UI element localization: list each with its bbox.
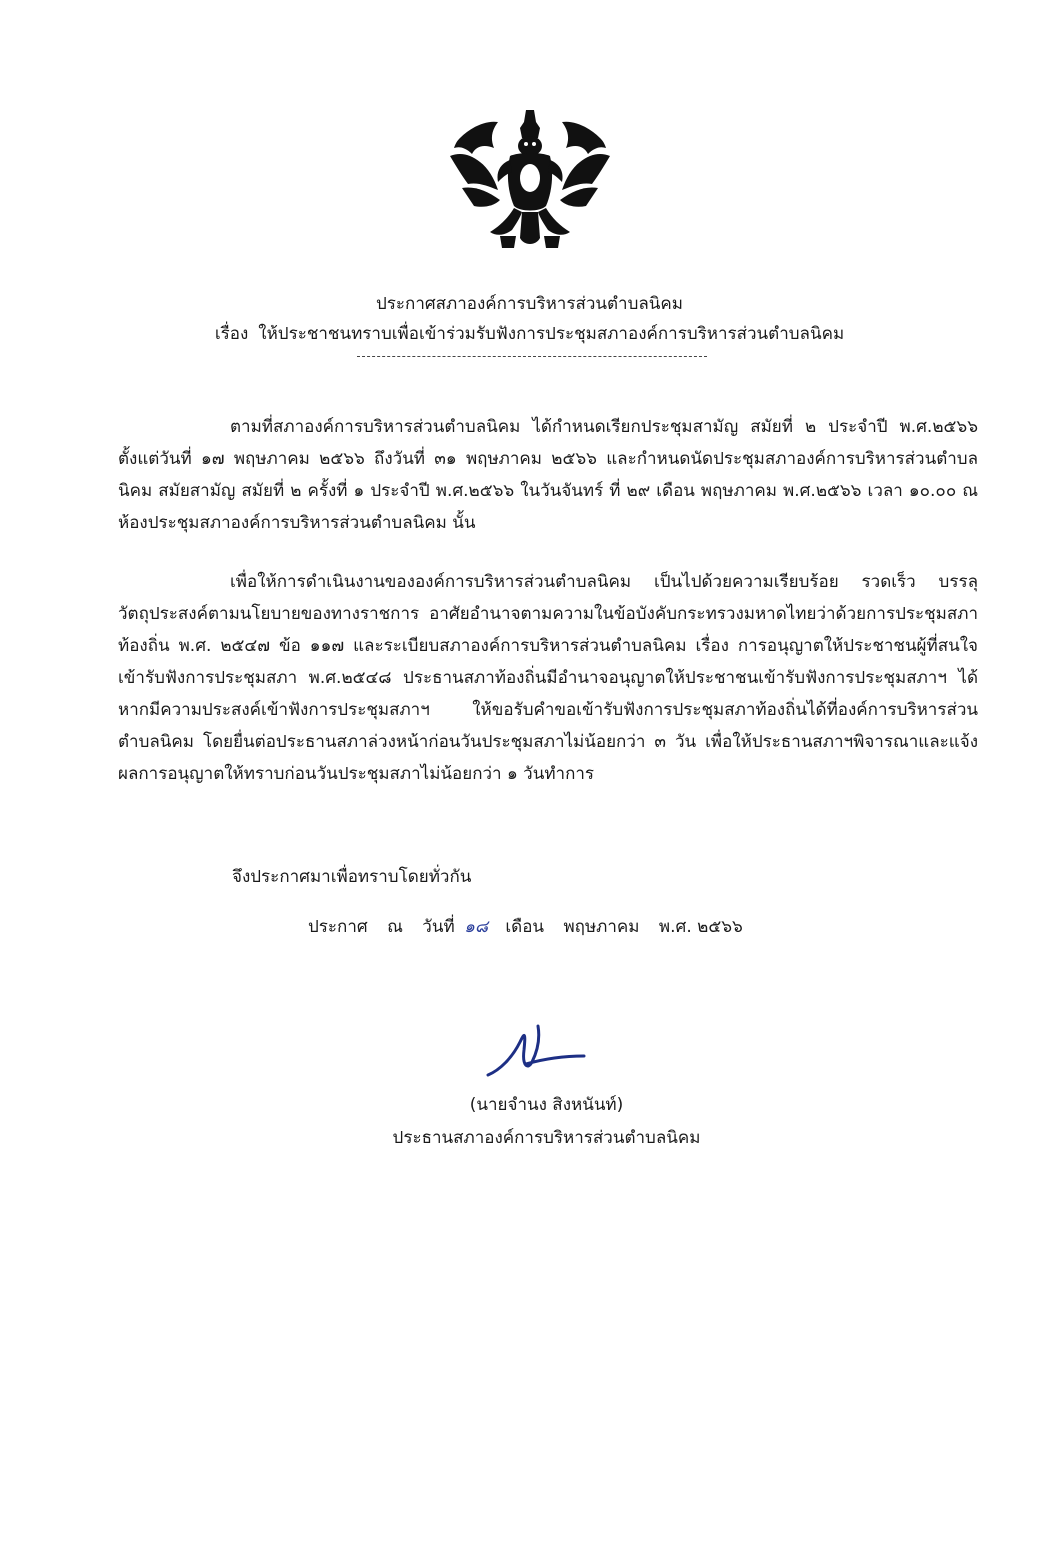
announce-month-label: เดือน <box>505 917 545 937</box>
document-subject <box>0 320 1059 347</box>
subject-label: เรื่อง <box>214 324 249 344</box>
announce-day-value: ๑๘ <box>464 917 488 937</box>
document-title: ประกาศสภาองค์การบริหารส่วนตำบลนิคม <box>375 294 683 314</box>
title-divider <box>357 356 707 357</box>
signatory-name: (นายจำนง สิงหนันท์) <box>469 1095 624 1115</box>
announce-month-value: พฤษภาคม <box>563 917 640 937</box>
body-paragraph-2: เพื่อให้การดำเนินงานขององค์การบริหารส่วนตำบลนิคม เป็นไปด้วยความเรียบร้อย รวดเร็ว บรรลุวัตถุประสงค์ตามนโยบายของทางราชการ อาศัยอำนาจตามความในข้อบังคับกระทรวงมหาดไทยว่าด้วยการประชุมสภาท้องถิ่น พ.ศ. ๒๕๔๗ ข้อ ๑๑๗ และระเบียบสภาองค์การบริหารส่วนตำบลนิคม เรื่อง การอนุญาตให้ประชาชนผู้ที่สนใจเข้ารับฟังการประชุมสภา พ.ศ.๒๕๔๘ ประธานสภาท้องถิ่นมีอำนาจอนุญาตให้ประชาชนเข้ารับฟังการประชุมสภาฯ ได้ หากมีความประสงค์เข้าฟังการประชุมสภาฯ ให้ขอรับคำขอเข้ารับฟังการประชุมสภาท้องถิ่นได้ที่องค์การบริหารส่วนตำบลนิคม โดยยื่นต่อประธานสภาล่วงหน้าก่อนวันประชุมสภาไม่น้อยกว่า ๓ วัน เพื่อให้ประธานสภาฯพิจารณาและแจ้งผลการอนุญาตให้ทราบก่อนวันประชุมสภาไม่น้อยกว่า ๑ วันทำการ <box>118 572 978 784</box>
announce-at: ณ <box>387 917 403 937</box>
announcement-date-line <box>308 913 743 940</box>
signatory-position: ประธานสภาองค์การบริหารส่วนตำบลนิคม <box>392 1128 701 1148</box>
announce-prefix: ประกาศ <box>308 917 368 937</box>
announce-year-value: ๒๕๖๖ <box>697 917 743 937</box>
subject-text: ให้ประชาชนทราบเพื่อเข้าร่วมรับฟังการประชุมสภาองค์การบริหารส่วนตำบลนิคม <box>258 324 845 344</box>
announce-day-label: วันที่ <box>422 917 455 937</box>
closing-statement: จึงประกาศมาเพื่อทราบโดยทั่วกัน <box>232 867 472 887</box>
body-paragraph-1: ตามที่สภาองค์การบริหารส่วนตำบลนิคม ได้กำหนดเรียกประชุมสามัญ สมัยที่ ๒ ประจำปี พ.ศ.๒๕๖๖ ตั้งแต่วันที่ ๑๗ พฤษภาคม ๒๕๖๖ ถึงวันที่ ๓๑ พฤษภาคม ๒๕๖๖ และกำหนดนัดประชุมสภาองค์การบริหารส่วนตำบลนิคม สมัยสามัญ สมัยที่ ๒ ครั้งที่ ๑ ประจำปี พ.ศ.๒๕๖๖ ในวันจันทร์ ที่ ๒๙ เดือน พฤษภาคม พ.ศ.๒๕๖๖ เวลา ๑๐.๐๐ ณ ห้องประชุมสภาองค์การบริหารส่วนตำบลนิคม นั้น <box>118 417 978 533</box>
announce-year-label: พ.ศ. <box>658 917 692 937</box>
signature-icon <box>480 1020 590 1090</box>
garuda-emblem-icon <box>440 108 620 258</box>
